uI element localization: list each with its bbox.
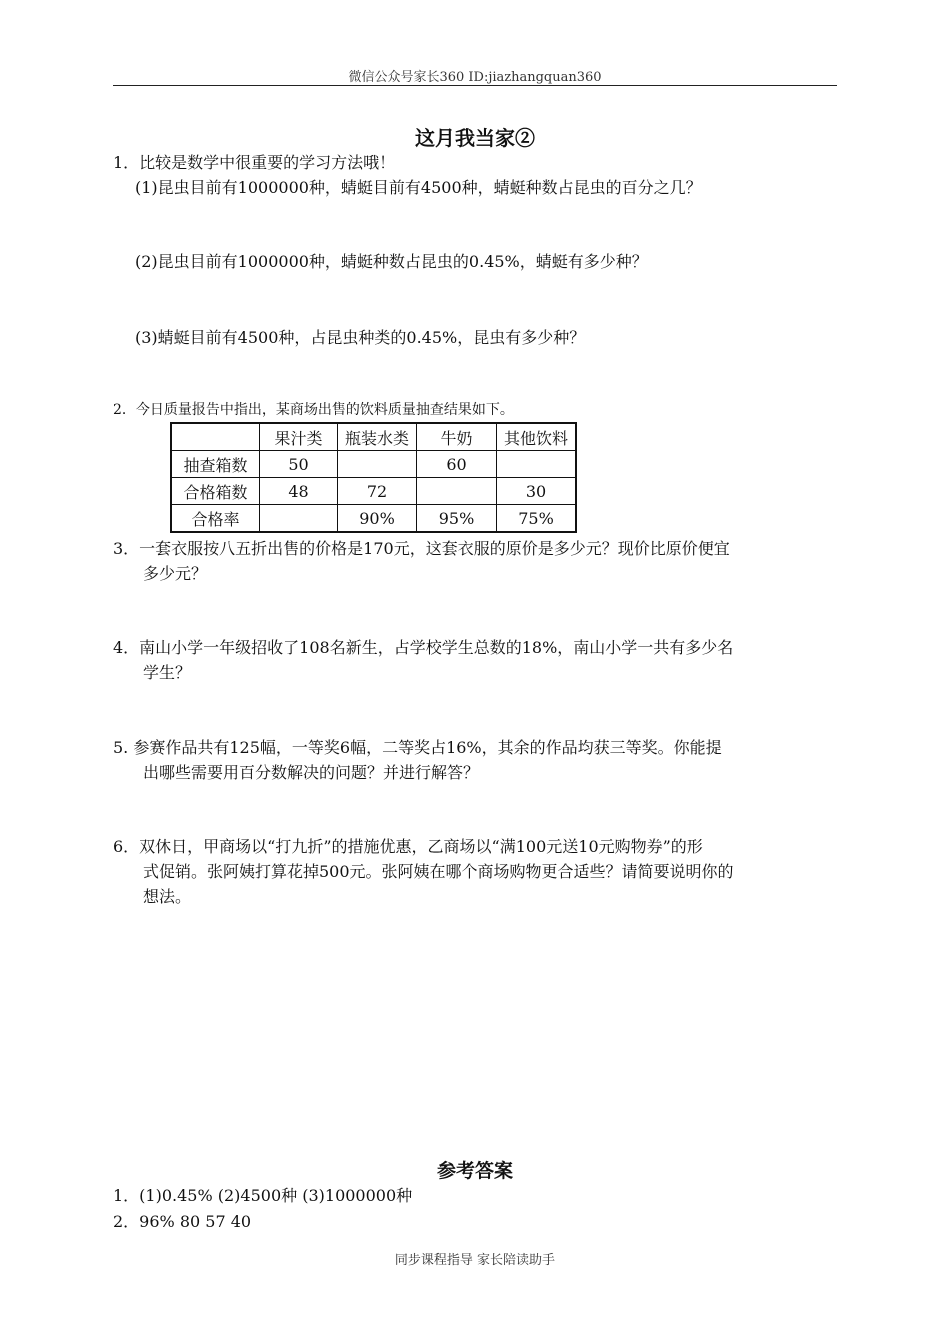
- q3-line1: 3．一套衣服按八五折出售的价格是170元，这套衣服的原价是多少元？现价比原价便宜: [113, 539, 730, 558]
- row-label: 合格箱数: [171, 478, 260, 505]
- worksheet-title: 这月我当家②: [415, 126, 535, 150]
- table-header-other: 其他饮料: [497, 423, 577, 451]
- table-cell: [338, 451, 417, 478]
- answers-title: 参考答案: [436, 1160, 513, 1182]
- answer-1: 1．(1)0.45% (2)4500种 (3)1000000种: [113, 1186, 413, 1205]
- table-cell: [260, 505, 338, 533]
- header-divider: [113, 85, 837, 86]
- q1-part1: (1)昆虫目前有1000000种，蜻蜓目前有4500种，蜻蜓种数占昆虫的百分之几？: [135, 178, 702, 197]
- row-label: 合格率: [171, 505, 260, 533]
- table-cell: [417, 478, 497, 505]
- q4-line2: 学生？: [143, 663, 192, 682]
- q6-line2: 式促销。张阿姨打算花掉500元。张阿姨在哪个商场购物更合适些？请简要说明你的: [143, 862, 734, 881]
- table-row: [171, 505, 576, 533]
- page-footer: 同步课程指导 家长陪读助手: [394, 1253, 556, 1268]
- table-cell: 48: [260, 478, 338, 505]
- q5-line1: 5. 参赛作品共有125幅，一等奖6幅，二等奖占16%，其余的作品均获三等奖。你能提: [113, 738, 722, 757]
- quality-table: [170, 422, 577, 533]
- table-cell: [171, 423, 260, 451]
- table-cell: 72: [338, 478, 417, 505]
- table-cell: 95%: [417, 505, 497, 533]
- q1-intro: 1．比较是数学中很重要的学习方法哦！: [113, 153, 396, 172]
- q6-line1: 6．双休日，甲商场以“打九折”的措施优惠，乙商场以“满100元送10元购物券”的形: [113, 837, 703, 856]
- table-cell: 50: [260, 451, 338, 478]
- table-cell: 60: [417, 451, 497, 478]
- table-header-row: [171, 423, 576, 451]
- table-header-milk: 牛奶: [417, 423, 497, 451]
- table-header-juice: 果汁类: [260, 423, 338, 451]
- table-header-water: 瓶装水类: [338, 423, 417, 451]
- table-cell: 30: [497, 478, 577, 505]
- table-cell: [497, 451, 577, 478]
- table-cell: 75%: [497, 505, 577, 533]
- table-row: [171, 451, 576, 478]
- q3-line2: 多少元？: [143, 564, 208, 583]
- table-row: [171, 478, 576, 505]
- table-cell: 90%: [338, 505, 417, 533]
- page-header: 微信公众号家长360 ID:jiazhangquan360: [348, 70, 602, 85]
- q2-intro: 2．今日质量报告中指出，某商场出售的饮料质量抽查结果如下。: [113, 402, 514, 418]
- q6-line3: 想法。: [143, 887, 192, 906]
- row-label: 抽查箱数: [171, 451, 260, 478]
- q1-part2: (2)昆虫目前有1000000种，蜻蜓种数占昆虫的0.45%，蜻蜓有多少种？: [135, 252, 648, 271]
- q4-line1: 4．南山小学一年级招收了108名新生，占学校学生总数的18%，南山小学一共有多少名: [113, 638, 734, 657]
- q5-line2: 出哪些需要用百分数解决的问题？并进行解答？: [143, 763, 480, 782]
- answer-2: 2．96% 80 57 40: [113, 1212, 252, 1231]
- q1-part3: (3)蜻蜓目前有4500种，占昆虫种类的0.45%，昆虫有多少种？: [135, 328, 586, 347]
